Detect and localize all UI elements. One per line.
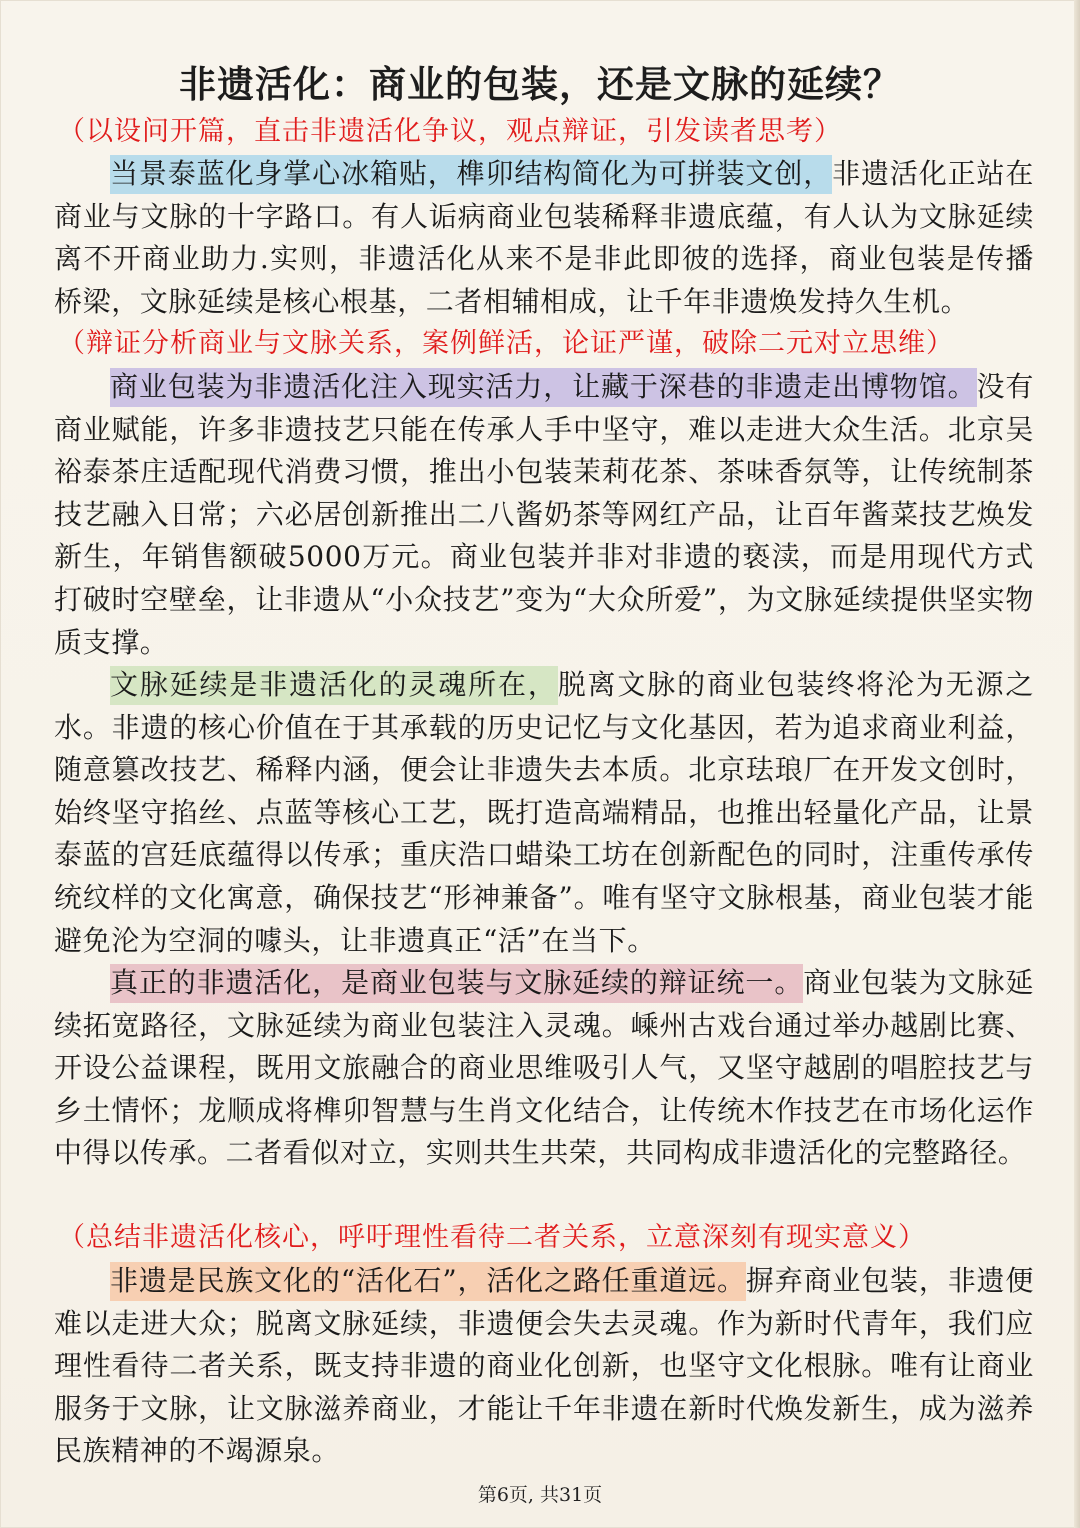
highlight-sentence-5: 非遗是民族文化的“活化石”，活化之路任重道远。 [110, 1262, 746, 1301]
paragraph-4 [54, 962, 1034, 1175]
highlight-sentence-4: 真正的非遗活化，是商业包装与文脉延续的辩证统一。 [110, 964, 803, 1003]
paragraph-4-text: 商业包装为文脉延续拓宽路径，文脉延续为商业包装注入灵魂。嵊州古戏台通过举办越剧比赛、开设公益课程，既用文旅融合的商业思维吸引人气，又坚守越剧的唱腔技艺与乡土情怀；龙顺成将榫卯智慧与生肖文化结合，让传统木作技艺在市场化运作中得以传承。二者看似对立，实则共生共荣，共同构成非遗活化的完整路径。 [54, 966, 1034, 1170]
annotation-note-2: （辩证分析商业与文脉关系，案例鲜活，论证严谨，破除二元对立思维） [58, 328, 954, 359]
annotation-note-1: （以设问开篇，直击非遗活化争议，观点辩证，引发读者思考） [58, 116, 842, 147]
paragraph-2 [54, 366, 1034, 664]
paragraph-1 [54, 153, 1034, 323]
paragraph-3 [54, 664, 1034, 962]
paragraph-5 [54, 1260, 1034, 1473]
page-title: 非遗活化：商业的包装，还是文脉的延续？ [179, 63, 901, 106]
paragraph-3-text: 脱离文脉的商业包装终将沦为无源之水。非遗的核心价值在于其承载的历史记忆与文化基因，若为追求商业利益，随意篡改技艺、稀释内涵，便会让非遗失去本质。北京珐琅厂在开发文创时，始终坚守掐丝、点蓝等核心工艺，既打造高端精品，也推出轻量化产品，让景泰蓝的宫廷底蕴得以传承；重庆浩口蜡染工坊在创新配色的同时，注重传承传统纹样的文化寓意，确保技艺“形神兼备”。唯有坚守文脉根基，商业包装才能避免沦为空洞的噱头，让非遗真正“活”在当下。 [54, 668, 1034, 957]
page-number: 第6页, 共31页 [477, 1484, 603, 1506]
highlight-sentence-1: 当景泰蓝化身掌心冰箱贴，榫卯结构简化为可拼装文创， [110, 155, 832, 194]
highlight-sentence-2: 商业包装为非遗活化注入现实活力，让藏于深巷的非遗走出博物馆。 [110, 368, 977, 407]
paragraph-1-text: 非遗活化正站在商业与文脉的十字路口。有人诟病商业包装稀释非遗底蕴，有人认为文脉延续离不开商业助力.实则，非遗活化从来不是非此即彼的选择，商业包装是传播桥梁，文脉延续是核心根基，二者相辅相成，让千年非遗焕发持久生机。 [54, 157, 1034, 318]
highlight-sentence-3: 文脉延续是非遗活化的灵魂所在， [110, 666, 558, 705]
page-edge [1074, 0, 1080, 1528]
annotation-note-3: （总结非遗活化核心，呼吁理性看待二者关系，立意深刻有现实意义） [58, 1222, 926, 1253]
paragraph-2-text: 没有商业赋能，许多非遗技艺只能在传承人手中坚守，难以走进大众生活。北京吴裕泰茶庄适配现代消费习惯，推出小包装茉莉花茶、茶味香氛等，让传统制茶技艺融入日常；六必居创新推出二八酱奶茶等网红产品，让百年酱菜技艺焕发新生，年销售额破5000万元。商业包装并非对非遗的亵渎，而是用现代方式打破时空壁垒，让非遗从“小众技艺”变为“大众所爱”，为文脉延续提供坚实物质支撑。 [54, 370, 1034, 659]
paragraph-5-text: 摒弃商业包装，非遗便难以走进大众；脱离文脉延续，非遗便会失去灵魂。作为新时代青年，我们应理性看待二者关系，既支持非遗的商业化创新，也坚守文化根脉。唯有让商业服务于文脉，让文脉滋养商业，才能让千年非遗在新时代焕发新生，成为滋养民族精神的不竭源泉。 [54, 1264, 1034, 1468]
